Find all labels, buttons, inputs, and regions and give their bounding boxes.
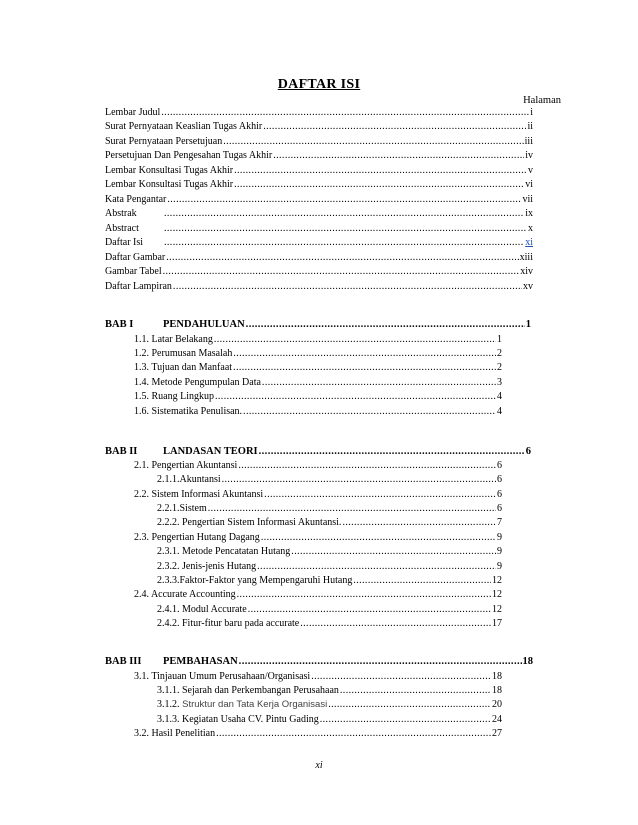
toc-label: Daftar Lampiran <box>105 281 172 292</box>
toc-page: 9 <box>497 561 502 572</box>
leader-dots <box>257 560 496 574</box>
chapter-number: BAB II <box>105 446 138 457</box>
toc-page: 6 <box>497 460 502 471</box>
toc-entry[interactable] <box>134 531 502 545</box>
chapter-heading[interactable] <box>105 318 531 332</box>
toc-label: 2.1. Pengertian Akuntansi <box>134 460 238 471</box>
toc-label: Gambar Tabel <box>105 266 162 277</box>
leader-dots <box>166 251 518 265</box>
leader-dots <box>273 149 524 163</box>
leader-dots <box>262 376 496 390</box>
leader-dots <box>164 222 527 236</box>
toc-page: 2 <box>497 348 502 359</box>
toc-label: Daftar Gambar <box>105 252 166 263</box>
toc-label: 2.1.1.Akuntansi <box>157 474 221 485</box>
toc-page: 6 <box>497 474 502 485</box>
leader-dots <box>238 459 496 473</box>
toc-page: 18 <box>492 685 502 696</box>
toc-label-text: Struktur dan Tata Kerja Organisasi <box>179 699 328 710</box>
toc-entry[interactable] <box>134 588 502 602</box>
toc-label: 2.3. Pengertian Hutang Dagang <box>134 532 260 543</box>
toc-page: 24 <box>492 714 502 725</box>
toc-label: Surat Pernyataan Persetujuan <box>105 136 223 147</box>
toc-entry[interactable] <box>134 333 502 347</box>
leader-dots <box>259 445 525 459</box>
leader-dots <box>173 280 522 294</box>
chapter-heading-label <box>105 318 245 332</box>
leader-dots <box>164 236 524 250</box>
page-title: DAFTAR ISI <box>277 77 361 92</box>
toc-entry[interactable] <box>134 376 502 390</box>
leader-dots <box>164 207 524 221</box>
toc-label: 2.2.2. Pengertian Sistem Informasi Akuntansi. <box>157 517 342 528</box>
toc-page: 4 <box>497 391 502 402</box>
chapter-title: PENDAHULUAN <box>163 319 245 330</box>
leader-dots <box>167 193 521 207</box>
toc-label: 1.2. Perumusan Masalah <box>134 348 233 359</box>
toc-entry[interactable] <box>105 251 533 265</box>
toc-entry[interactable] <box>157 617 502 631</box>
toc-label: 2.2.1.Sistem <box>157 503 207 514</box>
chapter-heading[interactable] <box>105 655 533 669</box>
toc-label: 3.2. Hasil Penelitian <box>134 728 216 739</box>
toc-label <box>157 698 327 712</box>
leader-dots <box>320 713 491 727</box>
toc-page: ix <box>525 208 533 219</box>
toc-page: xiv <box>520 266 533 277</box>
toc-page: 1 <box>497 334 502 345</box>
toc-page-link[interactable]: xi <box>525 237 533 248</box>
toc-page: 17 <box>492 618 502 629</box>
toc-entry[interactable] <box>134 361 502 375</box>
toc-page: xv <box>523 281 533 292</box>
toc-label: Daftar Isi <box>105 237 144 248</box>
leader-dots <box>328 698 491 712</box>
leader-dots <box>300 617 491 631</box>
toc-label: 2.3.2. Jenis-jenis Hutang <box>157 561 257 572</box>
toc-entry[interactable] <box>105 135 533 149</box>
toc-page: x <box>528 223 533 234</box>
leader-dots <box>222 473 496 487</box>
leader-dots <box>264 488 496 502</box>
leader-dots <box>214 333 496 347</box>
toc-entry[interactable] <box>105 236 533 250</box>
leader-dots <box>311 670 491 684</box>
toc-entry[interactable] <box>105 280 533 294</box>
toc-label: 3.1. Tinjauan Umum Perusahaan/Organisasi <box>134 671 311 682</box>
leader-dots <box>163 265 520 279</box>
toc-label: 1.4. Metode Pengumpulan Data <box>134 377 261 388</box>
page-number-footer: xi <box>315 760 323 771</box>
toc-label: Lembar Konsultasi Tugas Akhir <box>105 165 234 176</box>
leader-dots <box>246 318 525 332</box>
leader-dots <box>215 390 496 404</box>
toc-page: vi <box>525 179 533 190</box>
toc-label: Lembar Judul <box>105 107 161 118</box>
leader-dots <box>291 545 496 559</box>
toc-entry[interactable] <box>105 120 533 134</box>
leader-dots <box>237 588 491 602</box>
toc-label: Abstrak <box>105 208 137 219</box>
toc-page: 20 <box>492 699 502 710</box>
toc-entry[interactable] <box>105 207 533 221</box>
page-column-header: Halaman <box>523 95 561 106</box>
toc-entry[interactable] <box>157 516 502 530</box>
toc-label: 3.1.1. Sejarah dan Perkembangan Perusahaan <box>157 685 339 696</box>
toc-page: 2 <box>497 362 502 373</box>
toc-label-number: 3.1.2. <box>157 699 180 710</box>
toc-page: 12 <box>492 575 502 586</box>
toc-entry[interactable] <box>105 193 533 207</box>
chapter-heading-label <box>105 445 258 459</box>
toc-label: 2.3.1. Metode Pencatatan Hutang <box>157 546 291 557</box>
leader-dots <box>342 516 496 530</box>
leader-dots <box>216 727 491 741</box>
toc-entry[interactable] <box>105 164 533 178</box>
toc-label: 1.1. Latar Belakang <box>134 334 213 345</box>
toc-page: 4 <box>497 406 502 417</box>
chapter-title: PEMBAHASAN <box>163 656 238 667</box>
toc-label: Abstract <box>105 223 139 234</box>
toc-label: Lembar Konsultasi Tugas Akhir <box>105 179 234 190</box>
toc-page: i <box>530 107 533 118</box>
toc-page: xiii <box>519 252 533 263</box>
chapter-number: BAB I <box>105 319 134 330</box>
toc-entry[interactable] <box>105 265 533 279</box>
toc-page: 9 <box>497 546 502 557</box>
toc-page: iii <box>524 136 533 147</box>
toc-entry[interactable] <box>157 603 502 617</box>
leader-dots <box>261 531 496 545</box>
toc-page: 7 <box>497 517 502 528</box>
chapter-title: LANDASAN TEORI <box>163 446 258 457</box>
leader-dots <box>340 684 491 698</box>
leader-dots <box>233 361 496 375</box>
toc-entry[interactable] <box>134 488 502 502</box>
toc-label: 2.4.2. Fitur-fitur baru pada accurate <box>157 618 300 629</box>
toc-page: iv <box>525 150 533 161</box>
toc-label: Surat Pernyataan Keaslian Tugas Akhir <box>105 121 263 132</box>
toc-label: 3.1.3. Kegiatan Usaha CV. Pintu Gading <box>157 714 319 725</box>
leader-dots <box>233 347 496 361</box>
leader-dots <box>248 603 491 617</box>
toc-page: 3 <box>497 377 502 388</box>
toc-entry[interactable] <box>157 545 502 559</box>
toc-page: 18 <box>522 656 533 667</box>
leader-dots <box>263 120 526 134</box>
toc-page: vii <box>522 194 533 205</box>
toc-label: Kata Pengantar <box>105 194 167 205</box>
toc-label: 2.4.1. Modul Accurate <box>157 604 247 615</box>
toc-entry[interactable] <box>157 684 502 698</box>
toc-entry[interactable] <box>134 670 502 684</box>
toc-entry[interactable] <box>105 178 533 192</box>
toc-page: v <box>528 165 533 176</box>
toc-entry[interactable] <box>134 459 502 473</box>
toc-page: 12 <box>492 604 502 615</box>
toc-entry[interactable] <box>157 502 502 516</box>
toc-entry[interactable] <box>105 222 533 236</box>
toc-label: 1.3. Tujuan dan Manfaat <box>134 362 233 373</box>
chapter-number: BAB III <box>105 656 142 667</box>
leader-dots <box>161 106 529 120</box>
toc-entry[interactable] <box>157 698 502 712</box>
toc-entry[interactable] <box>134 405 502 419</box>
leader-dots <box>208 502 496 516</box>
toc-entry[interactable] <box>157 560 502 574</box>
toc-page: 18 <box>492 671 502 682</box>
leader-dots <box>234 178 524 192</box>
toc-label: 1.6. Sistematika Penulisan. <box>134 406 243 417</box>
toc-entry[interactable] <box>134 347 502 361</box>
toc-label: 1.5. Ruang Lingkup <box>134 391 214 402</box>
chapter-heading-label <box>105 655 238 669</box>
leader-dots <box>353 574 491 588</box>
toc-page: ii <box>527 121 533 132</box>
toc-page: 1 <box>525 319 531 330</box>
leader-dots <box>234 164 527 178</box>
toc-entry[interactable] <box>157 574 502 588</box>
toc-label: 2.4. Accurate Accounting <box>134 589 236 600</box>
toc-entry[interactable] <box>105 106 533 120</box>
toc-page: 6 <box>497 489 502 500</box>
leader-dots <box>239 655 522 669</box>
toc-page: 6 <box>497 503 502 514</box>
toc-entry[interactable] <box>134 390 502 404</box>
leader-dots <box>223 135 523 149</box>
toc-entry[interactable] <box>157 713 502 727</box>
toc-page: 27 <box>492 728 502 739</box>
toc-label: Persetujuan Dan Pengesahan Tugas Akhir <box>105 150 273 161</box>
toc-entry[interactable] <box>157 473 502 487</box>
toc-page: 9 <box>497 532 502 543</box>
toc-page: 12 <box>492 589 502 600</box>
leader-dots <box>243 405 496 419</box>
toc-page: 6 <box>525 446 531 457</box>
toc-label: 2.3.3.Faktor-Faktor yang Mempengaruhi Hutang <box>157 575 353 586</box>
chapter-heading[interactable] <box>105 445 531 459</box>
toc-entry[interactable] <box>105 149 533 163</box>
toc-entry[interactable] <box>134 727 502 741</box>
toc-label: 2.2. Sistem Informasi Akuntansi <box>134 489 264 500</box>
